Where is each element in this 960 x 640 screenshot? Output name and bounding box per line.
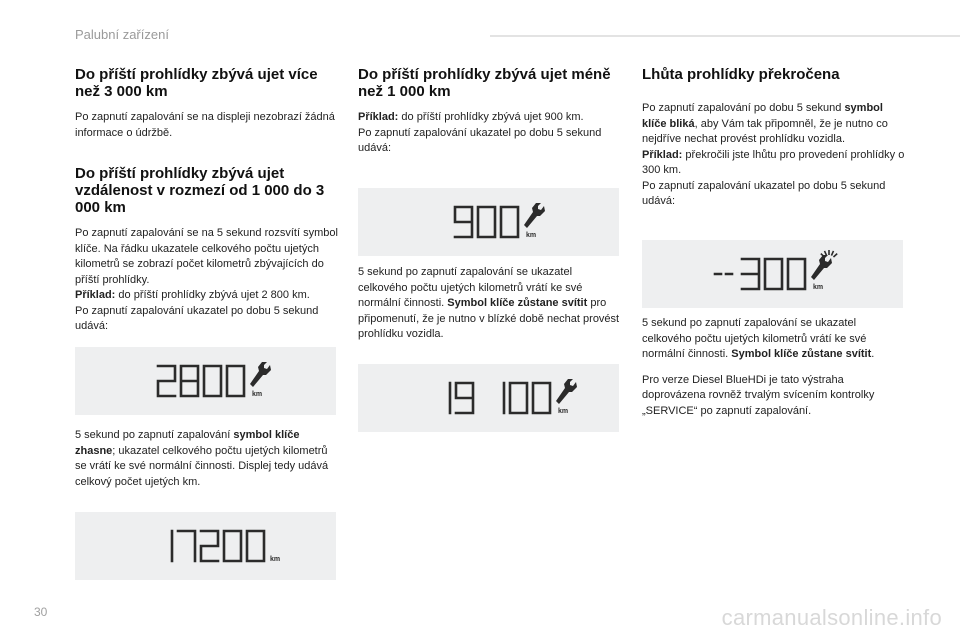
display-digit [765, 259, 782, 289]
display-digit [247, 531, 264, 561]
km-unit-label: km [526, 232, 537, 239]
km-unit-label: km [270, 556, 281, 563]
display-digit [227, 366, 244, 396]
display-17200 [75, 512, 336, 580]
display-digit [455, 207, 472, 237]
display-digit [181, 366, 198, 396]
display-2800 [75, 347, 336, 415]
heading-1000-3000: Do příští prohlídky zbývá ujet vzdálenost v rozmezí od 1 000 do 3 000 km [75, 165, 325, 216]
column-1-lower [75, 428, 340, 500]
display-900 [358, 188, 619, 256]
display-17200-graphic [75, 512, 336, 580]
km-unit-label: km [558, 408, 569, 415]
display-900-graphic [358, 188, 619, 256]
column-2 [358, 66, 623, 167]
display-digit [788, 259, 805, 289]
wrench-icon [250, 362, 271, 387]
paragraph-example-900: Příklad: do příští prohlídky zbývá ujet 900 km. Po zapnutí zapalování ukazatel po dobu 5 sekund udává: [358, 111, 602, 154]
paragraph-blinks: Po zapnutí zapalování po dobu 5 sekund symbol klíče bliká, aby Vám tak připomněl, že je nutno co nejdříve nechat provést prohlídku vozidla. Příklad: překročili jste lhůtu pro provedení prohlídky o 300 km. Po zapnutí zapalování ukazatel po dobu 5 sekund udává: [642, 102, 905, 207]
display-digit [742, 259, 759, 289]
display-digit [478, 207, 495, 237]
heading-more-than-3000: Do příští prohlídky zbývá ujet více než 3 000 km [75, 66, 318, 100]
display-minus-300-graphic [642, 240, 903, 308]
display-digit [204, 366, 221, 396]
paragraph-no-info: Po zapnutí zapalování se na displeji nezobrazí žádná informace o údržbě. [75, 111, 335, 139]
wrench-icon [556, 379, 577, 404]
paragraph-bluehdi: Pro verze Diesel BlueHDi je tato výstraha doprovázena rovněž trvalým svícením kontrolky „SERVICE“ po zapnutí zapalování. [642, 373, 875, 417]
display-digit [178, 531, 195, 561]
display-digit [201, 531, 218, 561]
example-label: Příklad: [75, 289, 116, 301]
display-minus-300 [642, 240, 903, 308]
display-digit [501, 207, 518, 237]
km-unit-label: km [252, 391, 263, 398]
paragraph-wrench-off: 5 sekund po zapnutí zapalování symbol klíče zhasne; ukazatel celkového počtu ujetých kilometrů se vrátí ke své normální činnosti. Displej tedy udává celkový počet ujetých km. [75, 429, 329, 488]
paragraph-overdue-stays: 5 sekund po zapnutí zapalování se ukazatel celkového počtu ujetých kilometrů vrátí ke své normální činnosti. Symbol klíče zůstane svítit. [642, 317, 875, 360]
display-digit [533, 383, 550, 413]
display-digit [158, 366, 175, 396]
page-number: 30 [34, 605, 48, 619]
wrench-icon [524, 203, 545, 228]
display-2800-graphic [75, 347, 336, 415]
km-unit-label: km [813, 284, 824, 291]
header-divider [490, 35, 960, 37]
heading-overdue: Lhůta prohlídky překročena [642, 66, 840, 83]
paragraph-wrench-stays: 5 sekund po zapnutí zapalování se ukazatel celkového počtu ujetých kilometrů vrátí ke své normální činnosti. Symbol klíče zůstane svítit pro připomenutí, že je nutno v blízké době nechat provést prohlídku vozidla. [358, 266, 620, 340]
column-1 [75, 66, 340, 335]
column-3 [642, 66, 907, 220]
watermark: carmanualsonline.info [721, 605, 942, 630]
column-2-lower [358, 265, 623, 353]
display-19100-graphic [358, 364, 619, 432]
column-3-lower [642, 316, 907, 429]
display-digit [224, 531, 241, 561]
display-19100 [358, 364, 619, 432]
paragraph-1000-3000: Po zapnutí zapalování se na 5 sekund rozsvítí symbol klíče. Na řádku ukazatele celkového počtu ujetých kilometrů se zobrazí počet kilometrů zbývajících do příští prohlídky. Příklad: do příští prohlídky zbývá ujet 2 800 km. Po zapnutí zapalování ukazatel po dobu 5 sekund udává: [75, 227, 338, 332]
display-digit [456, 383, 473, 413]
heading-less-than-1000: Do příští prohlídky zbývá ujet méně než 1 000 km [358, 66, 611, 100]
display-digit [510, 383, 527, 413]
wrench-icon [811, 250, 837, 280]
page-header-title: Palubní zařízení [75, 27, 169, 42]
